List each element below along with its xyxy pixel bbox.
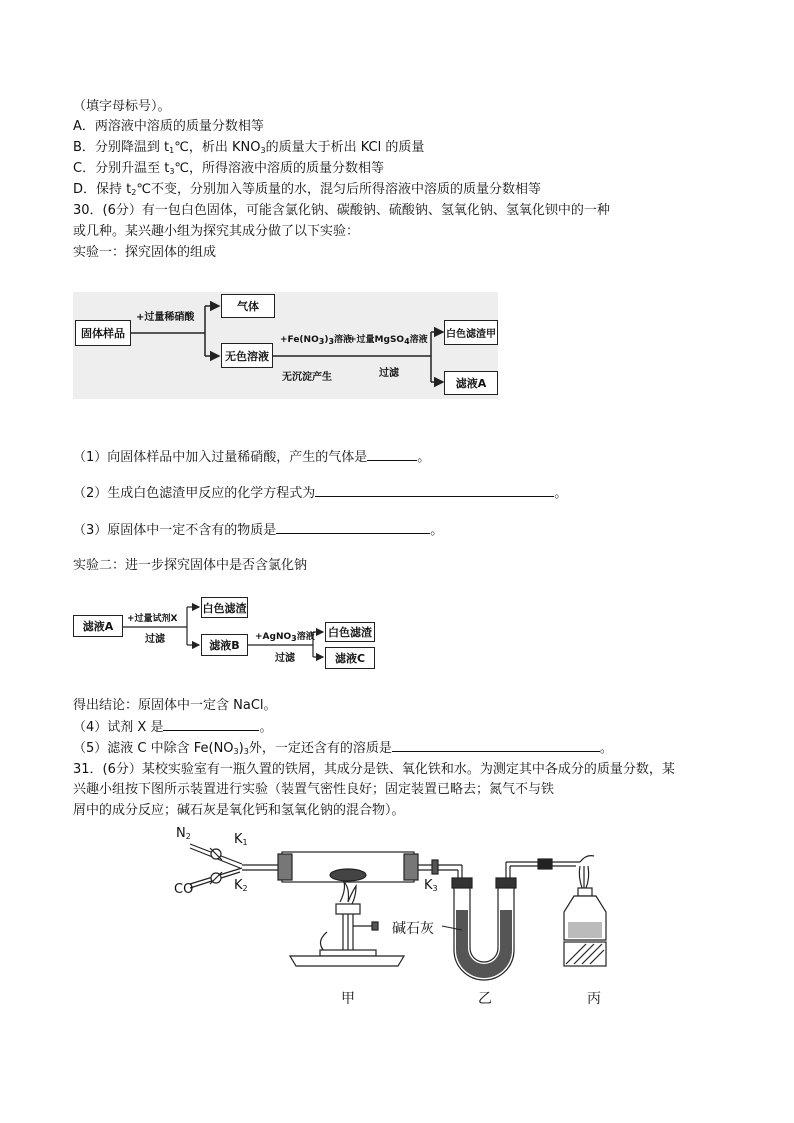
label-n2: $N_2$ [176, 826, 191, 841]
label-bing: 丙 [587, 991, 601, 1007]
question-1: （1）向固体样品中加入过量稀硝酸，产生的气体是 。 [73, 450, 431, 465]
label-dilute-nitric-acid: +过量稀硝酸 [136, 312, 195, 323]
label-k1: $K_1$ [234, 832, 248, 847]
question-3: （3）原固体中一定不含有的物质是 。 [73, 523, 444, 538]
question-31-line2: 兴趣小组按下图所示装置进行实验（装置气密性良好；固定装置已略去；氮气不与铁 [73, 782, 555, 797]
question-30-line2: 或几种。某兴趣小组为探究其成分做了以下实验： [73, 224, 360, 239]
label-filter-2b: 过滤 [275, 653, 295, 664]
line-fill-letter: （填字母标号）。 [73, 99, 171, 114]
option-c: C．分别升温至 $t_3℃$，所得溶液中溶质的质量分数相等 [73, 161, 385, 176]
box-filtrate-a: 滤液A [444, 371, 498, 395]
label-yi: 乙 [478, 991, 492, 1007]
label-fe-nitrate: $+Fe(NO_3)_3$溶液 [280, 335, 353, 346]
option-a: A．两溶液中溶质的质量分数相等 [73, 119, 264, 134]
question-5: （5）滤液 C 中除含 $Fe(NO_3)_3$外，一定还含有的溶质是 。 [73, 741, 613, 756]
burner-1 [290, 882, 404, 966]
question-4: （4）试剂 X 是 。 [73, 720, 273, 735]
flowchart-experiment-2 [73, 595, 378, 670]
experiment-2-title: 实验二：进一步探究固体中是否含氯化钠 [73, 558, 308, 573]
apparatus-figure [160, 822, 640, 1012]
question-30-line1: 30．(6分）有一包白色固体，可能含氯化钠、碳酸钠、硫酸钠、氢氧化钠、氢氧化钡中的一种 [73, 203, 610, 218]
question-31-line1: 31．(6分）某校实验室有一瓶久置的铁屑，其成分是铁、氧化铁和水。为测定其中各成分的质量分数，某 [73, 762, 675, 777]
u-tube [418, 859, 580, 980]
box2-white-residue: 白色滤渣 [201, 597, 248, 618]
label-agno3: +AgNO$_3$溶液 [255, 632, 315, 643]
label-no-precipitate: 无沉淀产生 [282, 372, 332, 383]
label-co: CO [174, 882, 194, 897]
box2-white-residue-2: 白色滤渣 [325, 622, 375, 642]
answer-blank-5[interactable] [392, 739, 600, 752]
flowchart-experiment-1 [73, 292, 498, 399]
box-solid-sample: 固体样品 [75, 320, 131, 346]
label-filter-2a: 过滤 [145, 634, 165, 645]
conclusion: 得出结论：原固体中一定含 NaCl。 [73, 698, 277, 713]
option-d: D．保持 $t_2℃$不变，分别加入等质量的水，混匀后所得溶液中溶质的质量分数相等 [73, 182, 541, 197]
box2-filtrate-c: 滤液C [325, 647, 375, 669]
question-2: （2）生成白色滤渣甲反应的化学方程式为 。 [73, 486, 568, 501]
option-b: B．分别降温到 $t_1℃$，析出 $KNO_3$的质量大于析出 KCl 的质量 [73, 140, 425, 155]
burner-2 [564, 856, 606, 966]
apparatus-drawing [160, 822, 640, 1012]
answer-blank-4[interactable] [163, 718, 259, 731]
experiment-1-title: 实验一：探究固体的组成 [73, 245, 217, 260]
label-k2: $K_2$ [234, 878, 248, 893]
label-mgso4: +过量MgSO$_4$溶液 [349, 335, 428, 346]
box-colorless-solution: 无色溶液 [221, 343, 273, 368]
reaction-tube [278, 852, 418, 882]
answer-blank-2[interactable] [315, 484, 554, 497]
box-gas: 气体 [221, 294, 275, 318]
label-jia: 甲 [341, 991, 355, 1007]
label-filter-1: 过滤 [379, 368, 399, 379]
answer-blank-1[interactable] [367, 448, 417, 461]
answer-blank-3[interactable] [276, 521, 430, 534]
label-reagent-x: +过量试剂X [127, 614, 178, 624]
question-31-line3: 屑中的成分反应；碱石灰是氧化钙和氢氧化钠的混合物）。 [73, 803, 405, 818]
box-white-residue-a: 白色滤渣甲 [444, 320, 498, 345]
box2-filtrate-a: 滤液A [73, 615, 123, 637]
box2-filtrate-b: 滤液B [201, 634, 248, 656]
label-soda-lime: 碱石灰 [392, 921, 434, 937]
label-k3: $K_3$ [424, 878, 438, 893]
